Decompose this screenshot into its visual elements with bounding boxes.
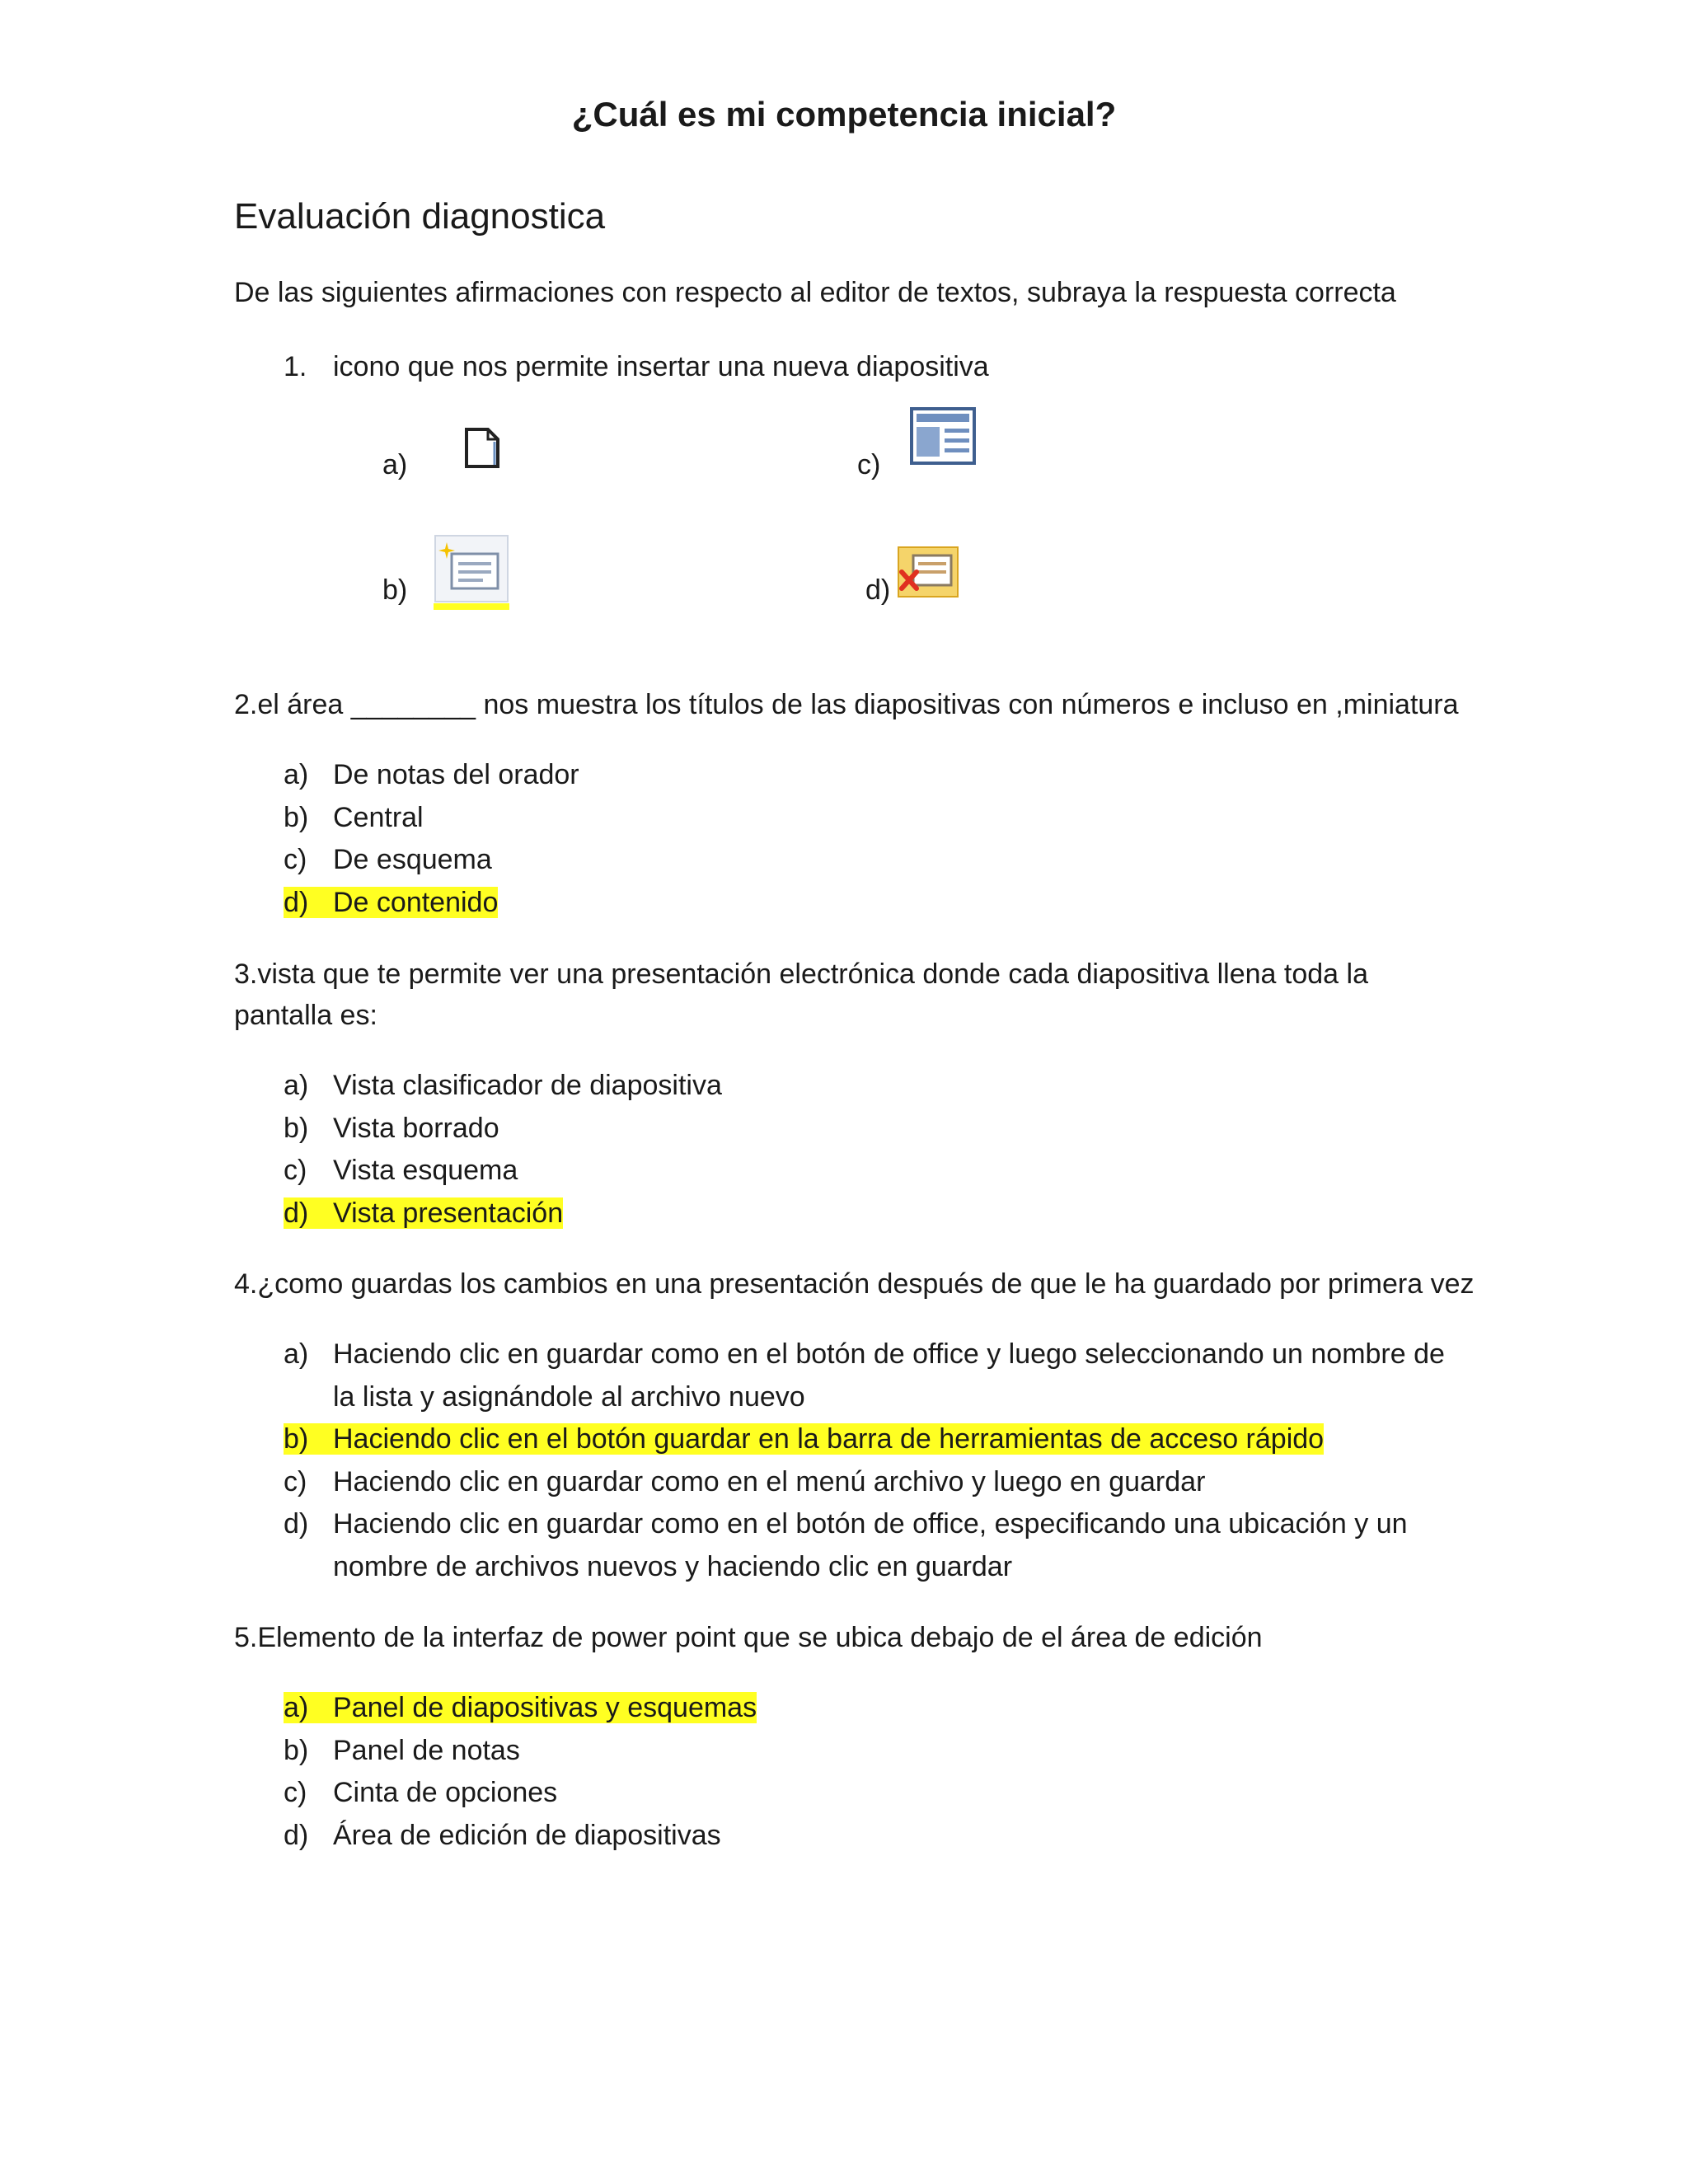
option-letter: a) <box>284 1692 309 1723</box>
option-letter: b) <box>284 1423 309 1455</box>
option-item <box>284 1460 1205 1503</box>
option-item <box>284 1814 721 1857</box>
option-text: Panel de diapositivas y esquemas <box>333 1692 757 1723</box>
option-letter: d) <box>284 1508 309 1540</box>
option-item <box>284 1149 518 1192</box>
option-text: Haciendo clic en guardar como en el botón de office y luego seleccionando un nombre de <box>333 1338 1445 1370</box>
answer-blank: ________ <box>350 689 476 720</box>
option-letter: a) <box>284 759 309 790</box>
option-text: De notas del orador <box>333 759 579 790</box>
option-letter: d) <box>865 574 891 606</box>
option-text: De esquema <box>333 844 492 875</box>
option-text: Vista esquema <box>333 1155 518 1186</box>
question-3 <box>234 954 1368 995</box>
option-text: Vista presentación <box>333 1197 564 1229</box>
option-letter: b) <box>284 1113 309 1144</box>
option-letter: a) <box>284 1338 309 1370</box>
option-text: Área de edición de diapositivas <box>333 1820 721 1851</box>
option-item <box>284 1333 1445 1376</box>
option-letter: b) <box>382 574 408 606</box>
option-letter: c) <box>284 1155 307 1186</box>
question-number: 1. <box>284 351 307 382</box>
option-letter: d) <box>284 1197 309 1229</box>
option-item <box>284 1729 520 1772</box>
option-item <box>284 1502 1408 1545</box>
question-text: 5.Elemento de la interfaz de power point que se ubica debajo de el área de edición <box>234 1622 1263 1653</box>
option-text: Haciendo clic en guardar como en el botón de office, especificando una ubicación y un <box>333 1508 1408 1540</box>
highlighted-answer <box>284 881 498 924</box>
option-text-cont: la lista y asignándole al archivo nuevo <box>333 1381 805 1413</box>
option-letter: c) <box>857 449 881 480</box>
option-letter: d) <box>284 887 309 918</box>
section-subtitle: Evaluación diagnostica <box>234 196 606 237</box>
option-letter: c) <box>284 1777 307 1808</box>
option-text: Central <box>333 802 424 833</box>
option-text: Vista borrado <box>333 1113 499 1144</box>
page-title: ¿Cuál es mi competencia inicial? <box>571 95 1117 134</box>
question-2 <box>234 684 1459 725</box>
new-slide-icon <box>434 534 509 614</box>
option-item <box>284 1107 499 1150</box>
option-item <box>284 753 579 796</box>
question-text: 3.vista que te permite ver una presentación electrónica donde cada diapositiva llena toda la <box>234 958 1368 990</box>
question-text: nos muestra los títulos de las diapositivas con números e incluso en ,miniatura <box>476 689 1459 720</box>
option-text: Haciendo clic en el botón guardar en la barra de herramientas de acceso rápido <box>333 1423 1325 1455</box>
slide-layout-icon <box>910 407 976 469</box>
question-text: 2.el área <box>234 689 351 720</box>
highlighted-answer <box>284 1686 757 1729</box>
option-text: Haciendo clic en guardar como en el menú archivo y luego en guardar <box>333 1466 1206 1497</box>
option-item <box>284 796 424 839</box>
highlighted-answer <box>284 1418 1324 1460</box>
question-text: pantalla es: <box>234 1000 377 1031</box>
option-text: De contenido <box>333 887 499 918</box>
question-5 <box>234 1617 1263 1658</box>
question-text: 4.¿como guardas los cambios en una presentación después de que le ha guardado por primera vez <box>234 1268 1475 1300</box>
option-letter: a) <box>382 449 408 480</box>
option-item <box>284 1771 557 1814</box>
highlighted-answer <box>284 1192 563 1235</box>
option-letter: b) <box>284 802 309 833</box>
instructions: De las siguientes afirmaciones con respecto al editor de textos, subraya la respuesta correcta <box>234 277 1396 308</box>
blank-page-icon <box>462 427 503 474</box>
option-letter: b) <box>284 1735 309 1766</box>
question-4 <box>234 1263 1474 1305</box>
delete-slide-icon <box>895 544 961 607</box>
question-1 <box>284 346 989 387</box>
option-text: Panel de notas <box>333 1735 520 1766</box>
option-text: Cinta de opciones <box>333 1777 558 1808</box>
option-item <box>284 838 492 881</box>
option-letter: c) <box>284 844 307 875</box>
question-3-cont <box>234 995 377 1036</box>
option-item <box>284 1064 722 1107</box>
option-text-cont: nombre de archivos nuevos y haciendo clic en guardar <box>333 1551 1013 1582</box>
option-letter: a) <box>284 1070 309 1101</box>
option-letter: c) <box>284 1466 307 1497</box>
question-text: icono que nos permite insertar una nueva diapositiva <box>333 351 989 382</box>
option-text: Vista clasificador de diapositiva <box>333 1070 722 1101</box>
option-letter: d) <box>284 1820 309 1851</box>
